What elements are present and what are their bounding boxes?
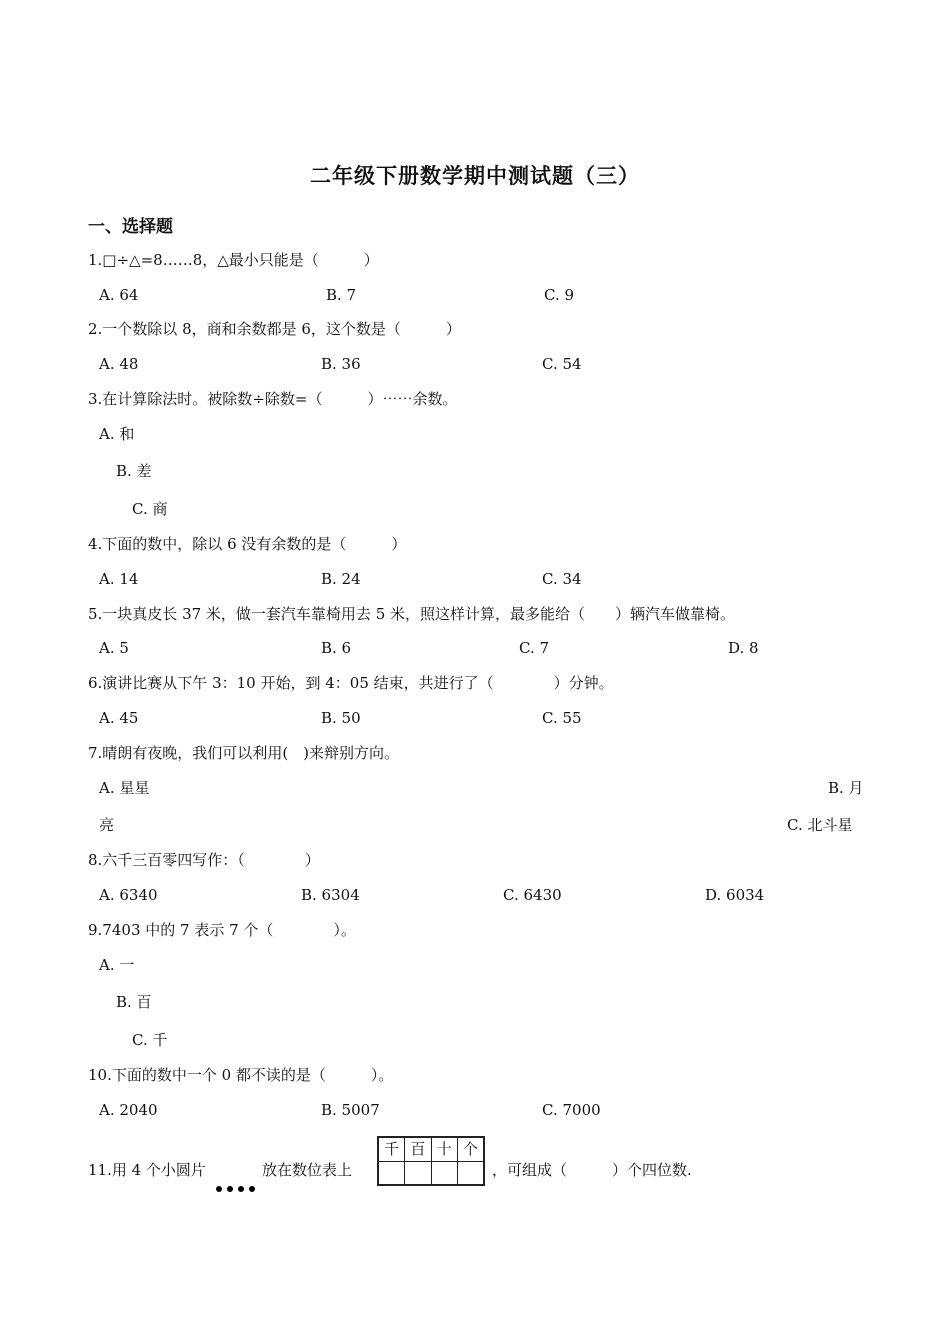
question-5-stem: 5.一块真皮长 37 米，做一套汽车靠椅用去 5 米，照这样计算，最多能给（ ）辆汽车做靠椅。 [88, 605, 736, 623]
question-11-stem-part2: 放在数位表上 [262, 1161, 353, 1179]
question-10-option-c[interactable]: C. 7000 [542, 1101, 601, 1119]
question-4-stem: 4.下面的数中，除以 6 没有余数的是（ ） [88, 535, 407, 553]
question-8-stem: 8.六千三百零四写作：（ ） [88, 851, 320, 869]
question-5-option-b[interactable]: B. 6 [321, 639, 352, 657]
question-7-option-c[interactable]: C. 北斗星 [787, 816, 853, 834]
question-4-option-c[interactable]: C. 34 [542, 570, 582, 588]
section-heading: 一、选择题 [88, 217, 173, 237]
question-3-stem: 3.在计算除法时。被除数÷除数=（ ）⋯⋯余数。 [88, 390, 458, 408]
question-6-option-a[interactable]: A. 45 [99, 709, 139, 727]
small-circles-icon [216, 1186, 260, 1192]
question-5-option-a[interactable]: A. 5 [99, 639, 129, 657]
question-9-option-c[interactable]: C. 千 [132, 1031, 168, 1049]
place-value-tens: 十 [432, 1138, 458, 1161]
question-7-option-b[interactable]: B. 月 [828, 779, 864, 797]
question-11-stem-part3: ，可组成（ ）个四位数. [492, 1161, 692, 1179]
question-8-option-c[interactable]: C. 6430 [503, 886, 562, 904]
question-6-option-c[interactable]: C. 55 [542, 709, 582, 727]
question-1-option-a[interactable]: A. 64 [99, 286, 139, 304]
question-3-option-c[interactable]: C. 商 [132, 500, 168, 518]
question-7-option-a[interactable]: A. 星星 [99, 779, 150, 797]
question-10-stem: 10.下面的数中一个 0 都不读的是（ ）。 [88, 1066, 394, 1084]
place-value-hundreds: 百 [405, 1138, 431, 1161]
place-value-thousands: 千 [379, 1138, 405, 1161]
question-9-option-b[interactable]: B. 百 [116, 993, 152, 1011]
question-9-stem: 9.7403 中的 7 表示 7 个（ ）。 [88, 921, 356, 939]
question-3-option-b[interactable]: B. 差 [116, 462, 152, 480]
question-4-option-b[interactable]: B. 24 [321, 570, 361, 588]
question-1-stem: 1.□÷△=8……8，△最小只能是（ ） [88, 251, 379, 269]
question-6-stem: 6.演讲比赛从下午 3：10 开始，到 4：05 结束，共进行了（ ）分钟。 [88, 674, 614, 692]
question-7-option-b-wrap: 亮 [99, 816, 115, 834]
question-1-option-b[interactable]: B. 7 [326, 286, 357, 304]
question-7-stem: 7.晴朗有夜晚，我们可以利用( )来辩别方向。 [88, 744, 400, 762]
question-2-option-b[interactable]: B. 36 [321, 355, 361, 373]
question-10-option-a[interactable]: A. 2040 [99, 1101, 158, 1119]
place-value-table [377, 1136, 485, 1186]
question-2-option-c[interactable]: C. 54 [542, 355, 582, 373]
place-value-cell [458, 1162, 483, 1185]
question-8-option-b[interactable]: B. 6304 [301, 886, 360, 904]
question-4-option-a[interactable]: A. 14 [99, 570, 139, 588]
question-2-option-a[interactable]: A. 48 [99, 355, 139, 373]
question-11-stem-part1: 11.用 4 个小圆片 [88, 1161, 206, 1179]
question-5-option-c[interactable]: C. 7 [519, 639, 550, 657]
question-8-option-a[interactable]: A. 6340 [99, 886, 158, 904]
place-value-cell [432, 1162, 458, 1185]
page-title: 二年级下册数学期中测试题（三） [310, 164, 640, 188]
question-3-option-a[interactable]: A. 和 [99, 425, 135, 443]
question-10-option-b[interactable]: B. 5007 [321, 1101, 380, 1119]
question-1-option-c[interactable]: C. 9 [544, 286, 575, 304]
question-5-option-d[interactable]: D. 8 [728, 639, 759, 657]
place-value-cell [379, 1162, 405, 1185]
question-6-option-b[interactable]: B. 50 [321, 709, 361, 727]
question-2-stem: 2.一个数除以 8，商和余数都是 6，这个数是（ ） [88, 320, 461, 338]
place-value-cell [405, 1162, 431, 1185]
place-value-ones: 个 [462, 1140, 478, 1158]
question-9-option-a[interactable]: A. 一 [99, 956, 135, 974]
question-8-option-d[interactable]: D. 6034 [705, 886, 765, 904]
